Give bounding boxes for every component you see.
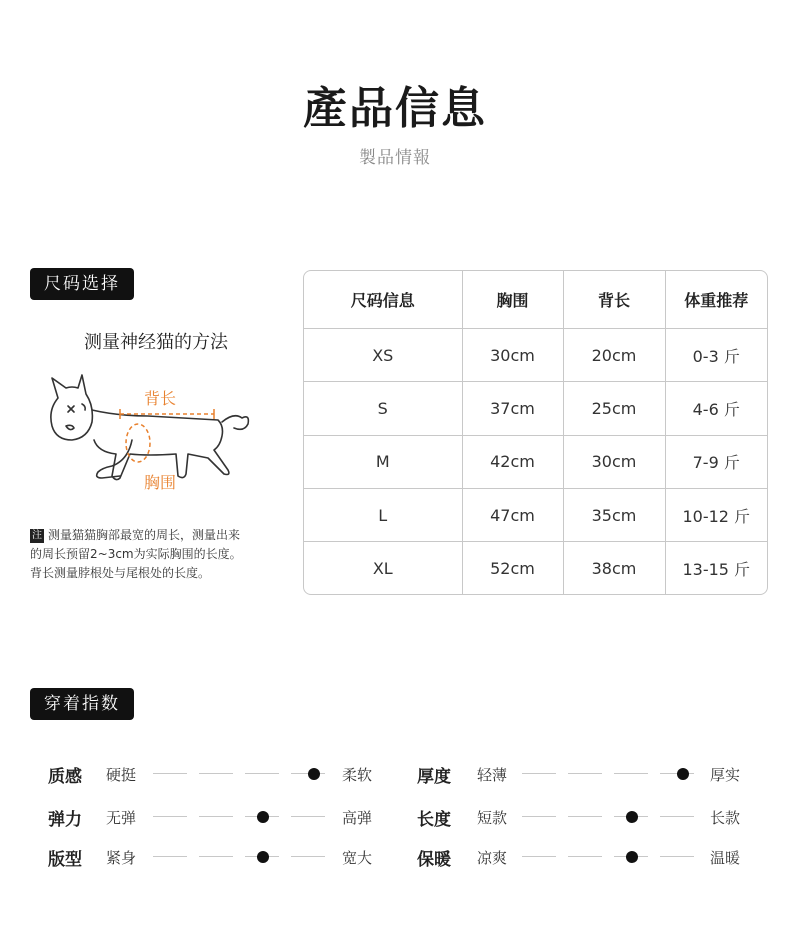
wear-index-marker	[626, 851, 638, 863]
wear-index-left-end: 紧身	[106, 849, 137, 867]
wear-index-right-end: 高弹	[342, 809, 373, 827]
wear-index-label: 质感	[48, 767, 82, 787]
table-row	[304, 435, 767, 488]
chest-girth-ring	[126, 424, 150, 462]
wear-section-tag: 穿着指数	[30, 688, 134, 720]
note-line-1: 测量猫猫胸部最宽的周长，测量出来	[48, 528, 241, 542]
cell-weight: 13-15 斤	[682, 559, 751, 579]
wear-index-left-end: 轻薄	[477, 766, 508, 784]
cell-back: 25cm	[563, 382, 665, 435]
wear-index-right-end: 温暖	[710, 849, 741, 867]
track-segment	[568, 816, 602, 817]
measure-method-title: 测量神经猫的方法	[84, 332, 228, 353]
header-size: 尺码信息	[304, 271, 462, 329]
wear-index-right-end: 柔软	[342, 766, 373, 784]
cell-size: XL	[304, 542, 462, 594]
cell-back: 20cm	[563, 329, 665, 382]
chest-girth-label: 胸围	[144, 473, 177, 492]
cell-weight: 0-3 斤	[665, 329, 767, 382]
cell-weight: 10-12 斤	[665, 488, 767, 541]
wear-index-right-end: 宽大	[342, 849, 373, 867]
wear-index-left-end: 短款	[477, 809, 508, 827]
cell-weight: 7-9 斤	[665, 435, 767, 488]
note-mark: 注	[32, 530, 42, 541]
wear-index-row	[0, 805, 790, 829]
note-line-2: 的周长预留2~3cm为实际胸围的长度。	[30, 547, 242, 561]
table-row	[304, 382, 767, 435]
track-segment	[660, 856, 694, 857]
size-section-tag: 尺码选择	[30, 268, 134, 300]
header-weight: 体重推荐	[665, 271, 767, 329]
page-title: 產品信息	[303, 83, 487, 134]
track-segment	[614, 773, 648, 774]
cell-size: XS	[304, 329, 462, 382]
track-segment	[568, 773, 602, 774]
table-row	[304, 542, 767, 594]
cell-chest: 42cm	[462, 435, 563, 488]
page-subtitle: 製品情報	[359, 148, 431, 168]
track-segment	[522, 856, 556, 857]
wear-index-label: 版型	[48, 850, 82, 870]
wear-index-right-end: 厚实	[710, 766, 741, 784]
wear-index-label: 保暖	[417, 850, 451, 870]
cell-chest: 37cm	[462, 382, 563, 435]
table-row	[304, 488, 767, 541]
wear-index-marker	[626, 811, 638, 823]
wear-index-track	[522, 762, 694, 786]
wear-index-track	[522, 805, 694, 829]
wear-index-track	[522, 845, 694, 869]
wear-index-left-end: 凉爽	[477, 849, 508, 867]
cell-chest: 30cm	[462, 329, 563, 382]
cell-back: 38cm	[563, 542, 665, 594]
track-segment	[660, 816, 694, 817]
wear-index-right-end: 长款	[710, 809, 741, 827]
wear-index-label: 长度	[417, 810, 451, 830]
header-chest: 胸围	[462, 271, 563, 329]
cell-chest: 52cm	[462, 542, 563, 594]
cell-weight: 4-6 斤	[665, 382, 767, 435]
wear-index-label: 厚度	[417, 767, 451, 787]
cell-size: M	[304, 435, 462, 488]
cell-size: S	[304, 382, 462, 435]
back-length-label: 背长	[144, 389, 177, 408]
track-segment	[568, 856, 602, 857]
wear-index-left-end: 硬挺	[106, 766, 137, 784]
wear-index-label: 弹力	[48, 810, 82, 830]
wear-index-marker	[677, 768, 689, 780]
cell-back: 35cm	[563, 488, 665, 541]
wear-index-left-end: 无弹	[106, 809, 137, 827]
header-back: 背长	[563, 271, 665, 329]
track-segment	[522, 816, 556, 817]
cat-measurement-diagram	[38, 370, 258, 500]
measure-note	[30, 526, 282, 583]
table-row	[304, 329, 767, 382]
track-segment	[522, 773, 556, 774]
cell-back: 30cm	[563, 435, 665, 488]
wear-index-row	[0, 762, 790, 786]
note-line-3: 背长测量脖根处与尾根处的长度。	[30, 566, 211, 580]
size-table	[303, 270, 768, 595]
cell-chest: 47cm	[462, 488, 563, 541]
cell-size: L	[304, 488, 462, 541]
size-table-header	[304, 271, 767, 329]
wear-index-row	[0, 845, 790, 869]
